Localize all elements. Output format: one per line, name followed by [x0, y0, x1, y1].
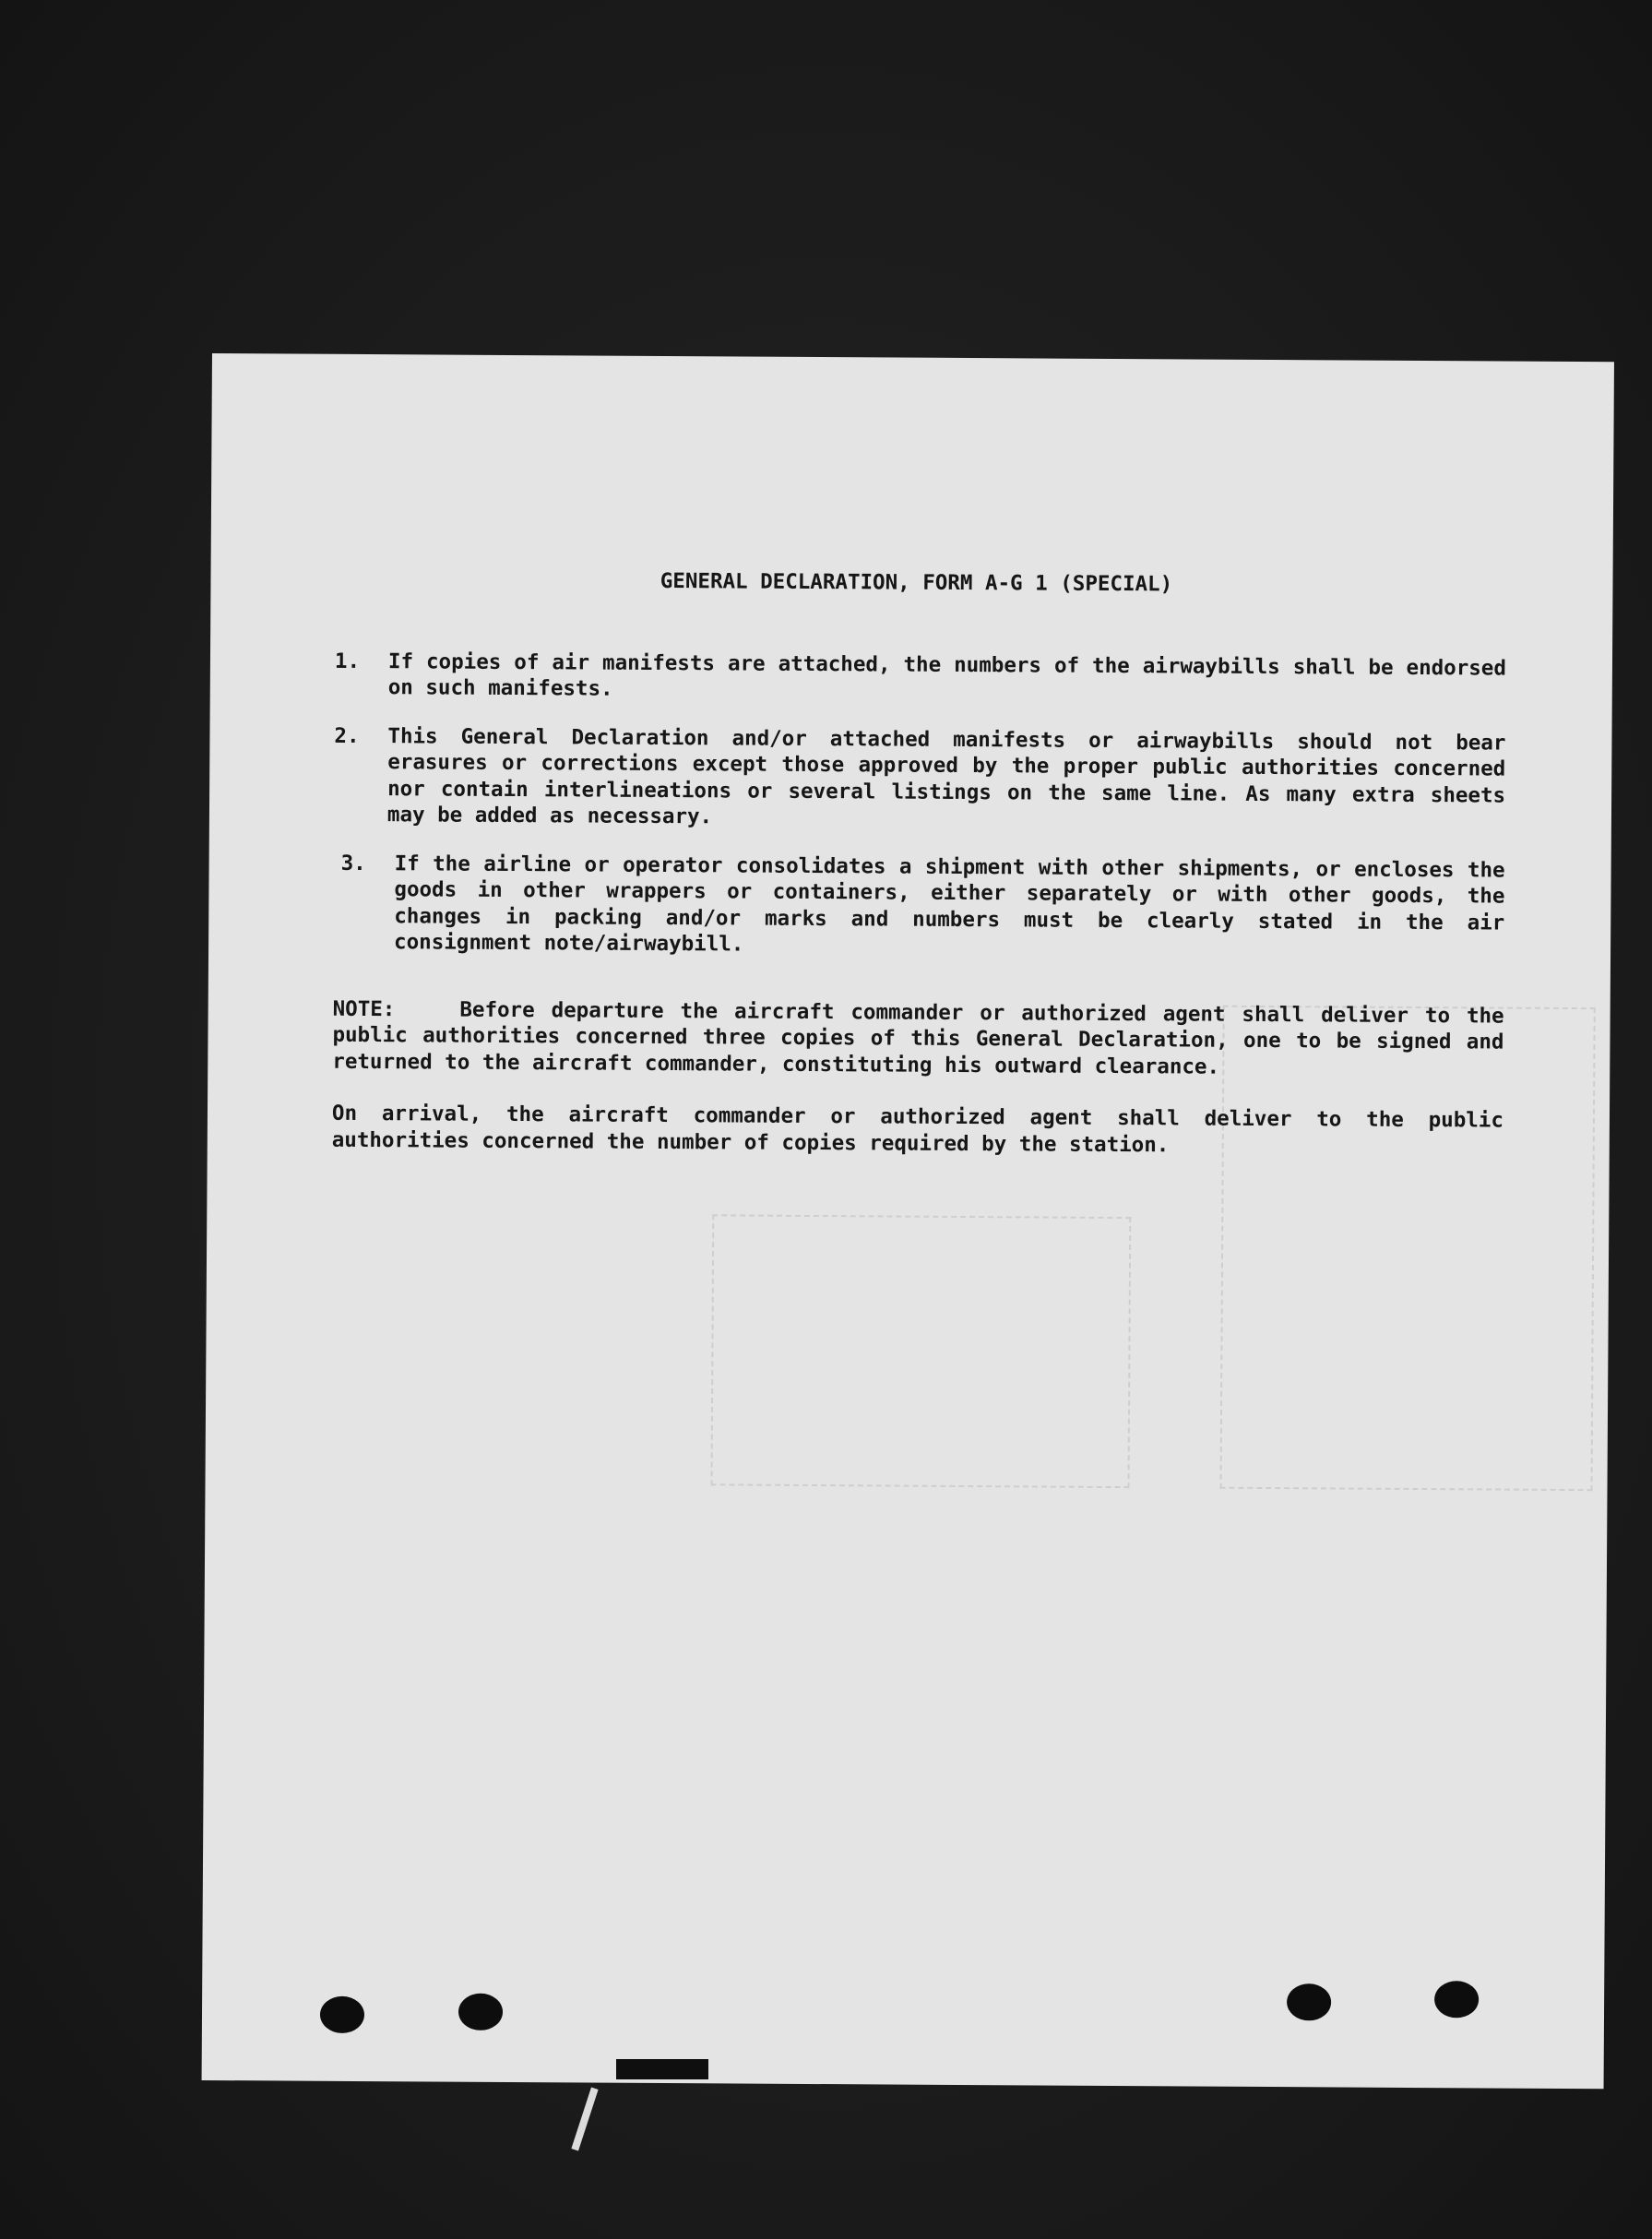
torn-tab: [616, 2059, 708, 2079]
instruction-item: [335, 648, 1506, 708]
item-number: 3.: [340, 851, 366, 875]
item-number: 2.: [334, 723, 360, 748]
punch-hole: [1287, 1983, 1331, 2020]
punch-hole: [458, 1994, 503, 2031]
item-number: 1.: [334, 649, 361, 673]
paper-tear: [571, 2087, 598, 2150]
bleed-through-box: [711, 1214, 1132, 1488]
note-label: NOTE:: [332, 996, 396, 1021]
item-text: If copies of air manifests are attached, the numbers of the airwaybills shall be endorsed on such manifests.: [387, 649, 1507, 701]
punch-hole: [320, 1996, 364, 2033]
arrival-paragraph: On arrival, the aircraft commander or authorized agent shall deliver to the public authorities concerned the number of copies required by the station.: [331, 1101, 1504, 1157]
instruction-item: [334, 722, 1506, 835]
punch-holes: [212, 353, 1614, 362]
paper-sheet: [202, 353, 1614, 2089]
note-paragraph: [332, 995, 1503, 1081]
note-text: Before departure the aircraft commander or authorized agent shall deliver to the public authorities concerned three copies of this General Declaration, one to be signed and returned to the aircraft commander, constituting his outward clearance.: [332, 997, 1504, 1079]
item-text: If the airline or operator consolidates a shipment with other shipments, or encloses the goods in other wrappers or containers, either separately or with other goods, the changes in packing and/or marks and numbers must be clearly stated in the air consignment note/airwaybill.: [394, 851, 1505, 957]
declaration-content: [332, 566, 1507, 1161]
item-text: This General Declaration and/or attached manifests or airwaybills should not bear erasures or corrections except those approved by the proper public authorities concerned nor contain interlineations or several listings on the same line. As many extra sheets may be added as necessary.: [386, 723, 1506, 829]
document-title: GENERAL DECLARATION, FORM A-G 1 (SPECIAL): [660, 568, 1173, 597]
punch-hole: [1434, 1981, 1479, 2018]
instruction-item: [340, 850, 1505, 962]
